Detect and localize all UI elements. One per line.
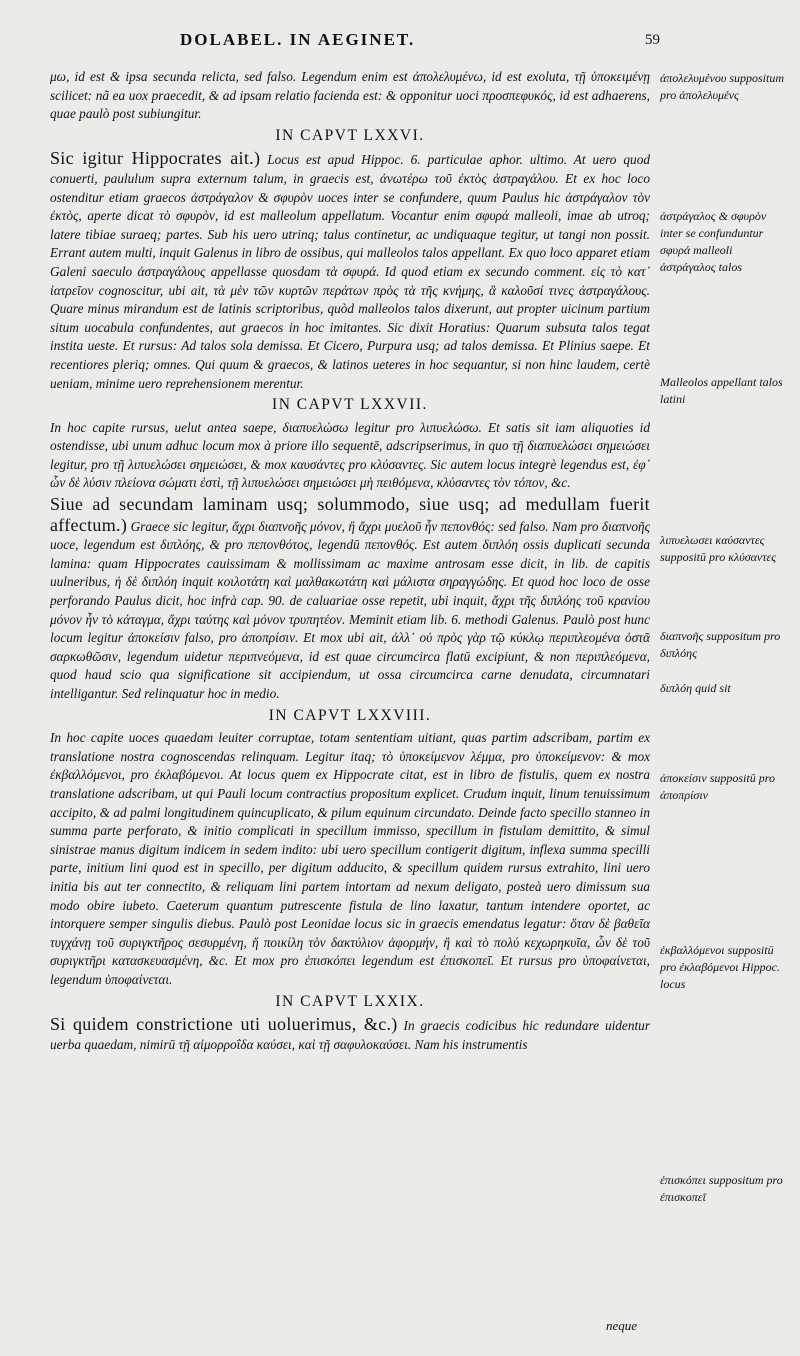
paragraph: μω, id est & ipsa secunda relicta, sed falso. Legendum enim est ἀπολελυμένω, id est exoluta, τῇ ὑποκειμένῃ scilicet: nã ea uox praecedit, & ad ipsam relatio facienda est: & opponitur uoci προσπεφυκός, id est adhaerens, quae paulò post subiungitur. — [50, 69, 650, 122]
margin-note: Malleolos appellant talos latini — [660, 375, 783, 406]
chapter-heading: IN CAPVT LXXVIII. — [268, 706, 432, 724]
paragraph: In hoc capite uoces quaedam leuiter corruptae, totam sententiam uitiant, quas partim adscribam, partim ex translatione nostra cognoscendas relinquam. Legitur itaq; τὸ ὑποκείμενον λέμμα, pro ὑποκείμενον: & mox ἐκβαλλόμενοι, pro ἐκλαβόμενοι. At locus quem ex Hippocrate citat, est in libro de fistulis, quem ex nostra translatione adscribam, ut qui Pauli locum contractius propositum explicet. Crudum inquit, linum tenuissimum accipito, & ad palmi longitudinem quincuplicato, & pilum equinum circundato. Deinde facto specillo stanneo in summa parte perforato, & initio complicati in specillum immisso, specillum in fistulam demittito, & simul sinistrae manus digitum indicem in sedem indito: ubi uero specillum contigerit digitum, inflexa summa specilli parte, initium lini quod est in specillo, per digitum adducito, & specillum quidem rursus extrahito, lini uero initia bis aut ter connectito, & reliquam lini partem intortam ad nexum deligato, posteà uero dimissum sua modo obire iubeto. Caeterum quantum putrescente fistula de lino laxatur, tantum intendere oportet, ac intorquere semper singulis diebus. Paulò post Leonidae locus sic in graecis emendatus legatur: ὅταν δὲ βαθεῖα τυγχάνῃ τοῦ συριγκτῆρος σεσυρμένη, ἤ ποικίλη τὸν δακτύλιον ἀφορμήν, ἢ καὶ τὸ πολύ κεχωρηκυῖα, ὧν δὲ τοῦ συριγκτῆρι κατασκευασμένη, &c. Et mox pro ἐπισκόπει legendum est ἐπισκοπεῖ. Et rursus pro ὑποφαίνεται, legendum ὑποφαίνεται. — [50, 730, 650, 987]
paragraph — [50, 1015, 650, 1054]
paragraph-body: In graecis codicibus hic redundare uidentur uerba quaedam, nimirū τῇ αἱμορροΐδα καύσει, καὶ τῇ σαφυλοκαύσει. Nam his instrumentis — [50, 1018, 650, 1052]
paragraph — [50, 149, 650, 393]
paragraph: In hoc capite rursus, uelut antea saepe, διαπυελώσω legitur pro λιπυελώσω. Et satis sit iam aliquoties id ostendisse, ubi unum adhuc locum mox à priore illo sequentē, adscripserimus, in quo τῇ διαπυελώσει σημειώσει legitur, pro τῇ λιπυελώσει σημειώσει, & mox καυσάντες pro κλύσαντες. Sic autem locus integrè legendus est, ἐφ᾽ ὧν δὲ λύσιν πλείονα σώματι ἐστὶ, τῇ λιπυελώσει σημειώσει μὴ πειθόμενα, κλύσαντες τὸν τόπον, &c. — [50, 419, 650, 491]
chapter-heading: IN CAPVT LXXVII. — [272, 396, 428, 414]
catchword: neque — [606, 1318, 638, 1333]
paragraph-body: Locus est apud Hippoc. 6. particulae aphor. ultimo. At uero quod conuerti, paululum supra externum talum, in graecis est, ἀνωτέρω τοῦ ἐκτὸς ἀστραγάλου. Et ex hoc loco ostenditur etiam graecos ἀστράγαλον & σφυρὸν uoces inter se confundere, quum Paulus hic ἀστράγαλον τὸν ἐκτὸς, aperte dicat τὸ σφυρὸν, id est malleolum appellatum. Vocantur enim σφυρά malleoli, imae ab utroq; latere tibiae suraeq; partes. Sub his uero utrinq; talus continetur, ac undiquaque tegitur, ut tangi non possit. Errant autem multi, inquit Galenus in libro de ossibus, qui malleolos talos appellant. Ex quo loco apparet etiam Galeni saeculo ἀστραγάλους appellasse quosdam τὰ σφυρά. Id quod etiam ex secundo comment. εἰς τὸ κατ᾽ ἰατρεῖον cognoscitur, ubi ait, τὰ μὲν τῶν κυρτῶν περάτων πρὸς τὰ τῆς κνήμης, ἃ καλοῦσί τινες ἀστραγάλους. Quare minus mirandum est de latinis scriptoribus, quòd malleolos talos dixerunt, aut propter uicinum partium situm uocabula confundentes, aut graecos in hoc imitantes. Sic dixit Horatius: Quarum subsuta talos tegat instita ueste. Et rursus: Ad talos sola demissa. Et Cicero, Purpura usq; ad talos demissa. Et Plinius saepe. Et recentiores pleriq; omnes. Qui quum & graecos, & latinos ueteres in hoc sequantur, si non hinc laudem, certè ueniam, minime uero reprehensionem merentur. — [50, 152, 650, 391]
margin-note: ἀποκείσιν suppositū pro ἀποπρίσιν — [660, 771, 775, 802]
paragraph — [50, 495, 650, 704]
running-head: DOLABEL. IN AEGINET. — [180, 30, 416, 49]
lemma: Si quidem constrictione uti uoluerimus, &c.) — [50, 1014, 398, 1035]
margin-note: ἐπισκόπει suppositum pro ἐπισκοπεῖ — [660, 1173, 783, 1204]
chapter-heading: IN CAPVT LXXVI. — [275, 126, 425, 144]
chapter-heading: IN CAPVT LXXIX. — [275, 992, 425, 1010]
margin-note: ἐκβαλλόμενοι suppositū pro ἐκλαβόμενοι Hippoc. locus — [660, 943, 780, 991]
lemma: Sic igitur Hippocrates ait.) — [50, 148, 261, 169]
paragraph-body: Graece sic legitur, ἄχρι διαπνοῆς μόνον, ἢ ἄχρι μυελοῦ ἦν πεπονθός: sed falso. Nam pro διαπνοῆς uoce, legendum est διπλόης, & pro πεπονθότος, legendū πεπονθός. Est autem διπλόη ossis duplicati secunda lamina: quam Hippocrates cauissimam & mollissimam ac maxime antrosam esse dicit, in lib. de capitis uulneribus, ἡ δὲ διπλόη inquit κοιλοτάτη καὶ μαλθακωτάτη καὶ μάλιστα σηραγγώδης. Et quod hoc loco de osse perforando Paulus dicit, hoc infrà cap. 90. de caluariae osse repetit, ubi inquit, ἄχρι τῆς διπλόης τοῦ κρανίου μόνον ἦν τὸ κάταγμα, ἄχρι ταύτης καὶ μόνον τρυπητέον. Meminit etiam lib. 6. methodi Galenus. Paulò post hunc locum legitur ἀποκείσιν falso, pro ἀποπρίσιν. Et mox ubi ait, ἀλλ᾽ οὐ πρὸς γὰρ τῷ κύκλῳ περιπλεομένα ὀστᾶ σαρκωθῶσιν, legendum uidetur περιπνεόμενα, id est quae circumcirca flatū excipiunt, & non περιπλεόμενα, quod haud scio qua significatione sit accipiendum, ut ossa circumcirca carne denudata, circumnatari intelligantur. Sed relinquatur hoc in medio. — [50, 518, 650, 701]
main-text-column — [50, 68, 650, 1338]
margin-note: λιπυελωσει καύσαντες suppositū pro κλύσαντες — [660, 533, 777, 564]
margin-note: διπλόη quid sit — [660, 681, 731, 695]
page-header — [140, 30, 660, 56]
margin-note: διαπνοῆς suppositum pro διπλόης — [660, 629, 781, 660]
lemma: Siue ad secundam laminam usq; solummodo, siue usq; ad medullam fuerit affectum.) — [50, 494, 650, 535]
margin-note: ἀπολελυμένου suppositum pro ἀπολελυμένς — [660, 71, 784, 102]
margin-note: ἀστράγαλος & σφυρὸν inter se confunduntur σφυρά malleoli ἀστράγαλος talos — [660, 209, 767, 274]
page-number: 59 — [645, 32, 660, 48]
margin-notes — [660, 0, 790, 1356]
